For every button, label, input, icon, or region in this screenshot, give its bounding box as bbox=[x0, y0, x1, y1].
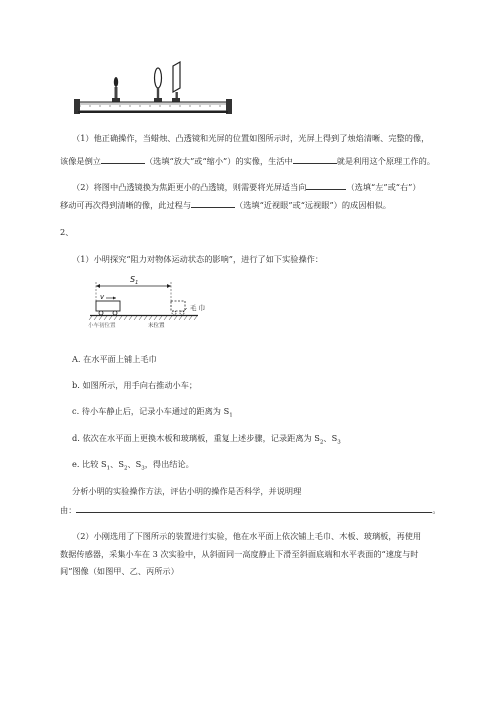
towel-label: 毛 巾 bbox=[190, 304, 206, 312]
convex-lens bbox=[155, 68, 162, 99]
step-a: A. 在水平面上铺上毛巾 bbox=[72, 354, 157, 364]
blank-eye-type[interactable] bbox=[191, 198, 235, 208]
blank-direction[interactable] bbox=[306, 180, 346, 190]
q1-part2-text-c: 移动可再次得到清晰的像，此过程与 bbox=[60, 200, 192, 210]
q1-part1-line1: （1）他正确操作，当蜡烛、凸透镜和光屏的位置如图所示时，光屏上得到了烛焰清晰、完整的像， bbox=[72, 133, 430, 143]
step-e-sep-2: 、S bbox=[127, 459, 142, 469]
q2-part2-line2: 数据传感器，采集小车在 3 次实验中，从斜面同一高度静止下滑至斜面底端和水平表面的“速度与时 bbox=[60, 549, 419, 559]
end-position-label: 末位置 bbox=[148, 323, 165, 329]
step-d-sub-1: 2 bbox=[319, 439, 324, 446]
step-d-sub-2: 3 bbox=[337, 439, 341, 446]
q1-part2-line1 bbox=[72, 180, 421, 193]
velocity-label: v bbox=[100, 293, 105, 301]
step-b: b. 如图所示，用手向右推动小车； bbox=[72, 380, 198, 390]
distance-label-sub: 1 bbox=[135, 280, 139, 286]
analysis-reason-label: 由： bbox=[60, 505, 77, 515]
step-c-text: c. 待小车静止后，记录小车通过的距离为 S bbox=[72, 406, 230, 416]
blank-magnify[interactable] bbox=[101, 154, 145, 164]
step-e bbox=[72, 458, 194, 475]
bench-rail bbox=[74, 99, 232, 114]
step-e-end: ，得出结论。 bbox=[144, 459, 194, 469]
step-d-text: d. 依次在水平面上更换木板和玻璃板，重复上述步骤，记录距离为 S bbox=[72, 433, 320, 443]
q1-part2-line2 bbox=[60, 198, 391, 211]
cart-towel-figure bbox=[86, 272, 216, 330]
question-number: 2、 bbox=[60, 227, 74, 237]
blank-analysis[interactable] bbox=[76, 503, 432, 513]
analysis-line1: 分析小明的实验操作方法，评估小明的操作是否科学，并说明理 bbox=[72, 486, 302, 496]
step-e-sub-3: 3 bbox=[141, 465, 145, 472]
q1-part2-text-b: （选填“左”或“右”） bbox=[346, 182, 421, 192]
optical-bench-figure bbox=[72, 58, 237, 120]
q1-part2-text-d: （选填“近视眼”或“远视眼”）的成因相似。 bbox=[235, 200, 391, 210]
cart-start bbox=[96, 301, 120, 315]
analysis-end: 。 bbox=[432, 505, 441, 515]
q1-part1-text-c: 就是利用这个原理工作的。 bbox=[336, 156, 435, 166]
step-c bbox=[72, 405, 233, 422]
step-d-sep: 、S bbox=[323, 433, 338, 443]
step-e-sub-2: 2 bbox=[123, 465, 128, 472]
candle bbox=[114, 77, 118, 99]
q1-part1-text-a: 该像是倒立 bbox=[60, 156, 101, 166]
step-c-sub: 1 bbox=[229, 412, 233, 419]
cart-end bbox=[171, 301, 185, 315]
start-position-label: 小车初位置 bbox=[88, 323, 116, 329]
q1-part1-text-b: （选填“放大”或“缩小”）的实像，生活中 bbox=[144, 156, 293, 166]
light-screen bbox=[173, 62, 180, 99]
svg-text:S1 bbox=[130, 275, 138, 286]
analysis-line2 bbox=[60, 503, 441, 516]
step-e-text: e. 比较 S bbox=[72, 459, 107, 469]
q2-part2-line3: 间”图像（如图甲、乙、丙所示） bbox=[60, 566, 179, 576]
distance-label: S bbox=[130, 275, 136, 284]
blank-application[interactable] bbox=[293, 154, 337, 164]
step-e-sep-1: 、S bbox=[110, 459, 124, 469]
q1-part2-text-a: （2）将图中凸透镜换为焦距更小的凸透镜，则需要将光屏适当向 bbox=[72, 182, 307, 192]
q2-part2-line1: （2）小刚选用了下图所示的装置进行实验，他在水平面上依次铺上毛巾、木板、玻璃板，再使用 bbox=[72, 531, 422, 541]
q2-intro: （1）小明探究“阻力对物体运动状态的影响”，进行了如下实验操作： bbox=[72, 254, 324, 264]
step-e-sub-1: 1 bbox=[106, 465, 111, 472]
q1-part1-line2 bbox=[60, 154, 435, 167]
step-d bbox=[72, 432, 341, 449]
